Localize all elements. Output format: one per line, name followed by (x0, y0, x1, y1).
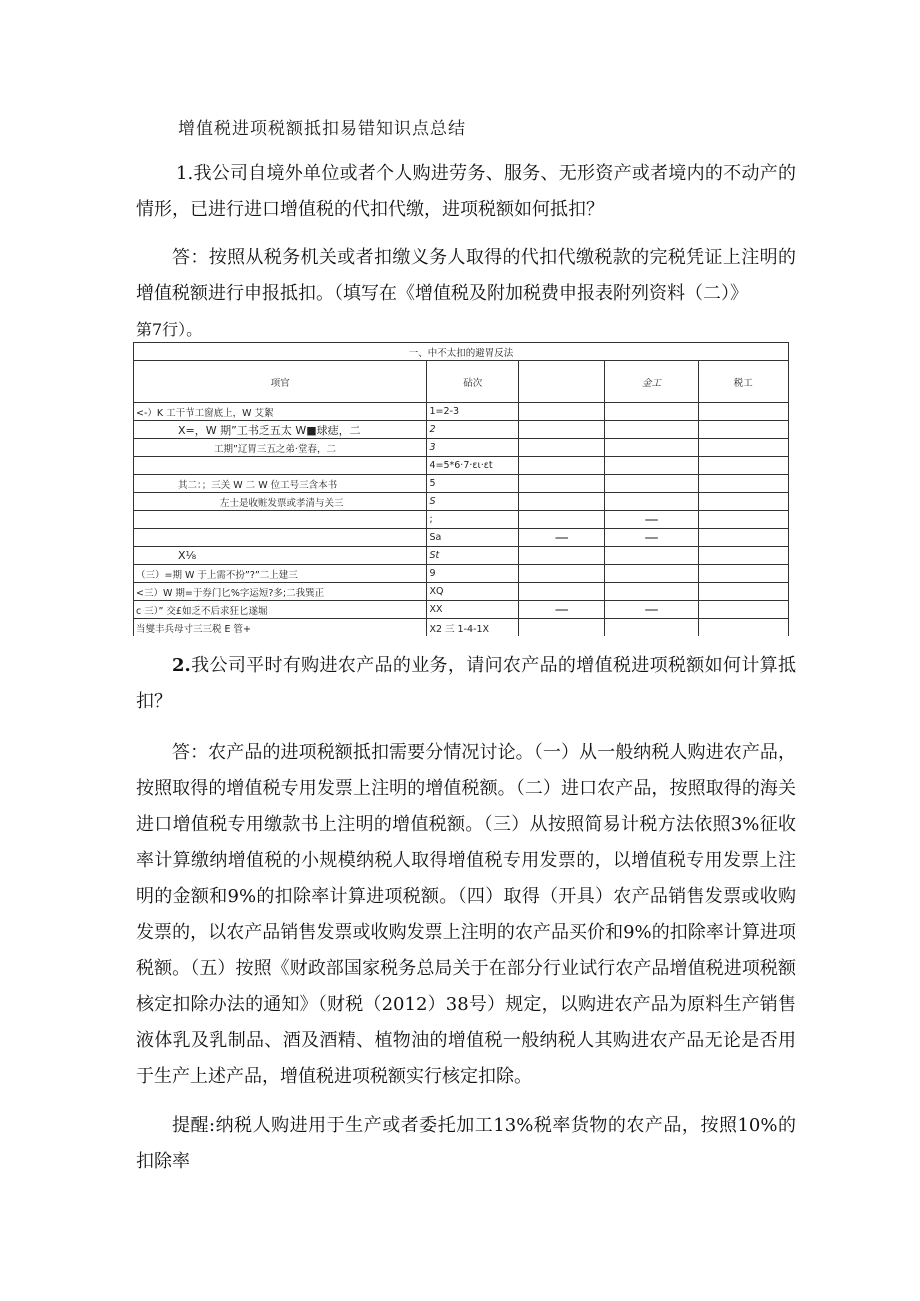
row-c4 (605, 421, 698, 439)
row-c3 (519, 619, 605, 637)
table-row (134, 511, 789, 529)
row-item: X=，W 期”工书乏五太 W■球痣，二 (134, 421, 427, 439)
row-c5 (698, 547, 788, 565)
row-line: XQ (427, 583, 519, 601)
row-c4: — (605, 511, 698, 529)
row-c4: — (605, 529, 698, 547)
row-c3 (519, 565, 605, 583)
row-c3 (519, 493, 605, 511)
row-c3: — (519, 601, 605, 619)
row-item: 其二：；三关 W 二 W 位工号三含本书 (134, 475, 427, 493)
answer-1: 答：按照从税务机关或者扣缴义务人取得的代扣代缴税款的完税凭证上注明的增值税额进行申报抵扣。（填写在《增值税及附加税费申报表附列资料（二）》 (136, 247, 796, 304)
header-blank (519, 361, 605, 403)
header-tax: 税工 (698, 361, 788, 403)
table-row (134, 565, 789, 583)
row-c4 (605, 457, 698, 475)
row-line: 2 (427, 421, 519, 439)
row-c4 (605, 547, 698, 565)
row-item: <三）W 期=于券门匕%字运短?多;二我巽正 (134, 583, 427, 601)
row-c5 (698, 457, 788, 475)
row-c4 (605, 619, 698, 637)
row-c4 (605, 565, 698, 583)
table-row (134, 619, 789, 637)
tax-form-table (133, 342, 789, 636)
question-1: 1.我公司自境外单位或者个人购进劳务、服务、无形资产或者境内的不动产的情形，已进行进口增值税的代扣代缴，进项税额如何抵扣？ (136, 163, 796, 220)
row-c5 (698, 511, 788, 529)
row-c4 (605, 583, 698, 601)
row-line: 4=5*6·7·ει·εt (427, 457, 519, 475)
tip (136, 1108, 796, 1180)
row-c3 (519, 547, 605, 565)
row-c4 (605, 439, 698, 457)
row-c5 (698, 403, 788, 421)
table-header-row (134, 361, 789, 403)
row-line: 9 (427, 565, 519, 583)
table-row (134, 475, 789, 493)
row-c3 (519, 583, 605, 601)
row-item: 左士是收赃发票或孝清与关三 (134, 493, 427, 511)
row-line: St (427, 547, 519, 565)
question-2 (136, 648, 796, 720)
row-c3 (519, 421, 605, 439)
row-c5 (698, 475, 788, 493)
tip-text: 纳税人购进用于生产或者委托加工13%税率货物的农产品，按照10%的扣除率 (136, 1115, 796, 1172)
row-item: 工期”辽胃三五之弟·堂春，二 (134, 439, 427, 457)
document-title: 增值税进项税额抵扣易错知识点总结 (178, 119, 466, 139)
question-2-text: 我公司平时有购进农产品的业务，请问农产品的增值税进项税额如何计算抵扣？ (136, 655, 796, 712)
header-line: 砧次 (427, 361, 519, 403)
table-row (134, 547, 789, 565)
row-item: 当燮丰兵母寸三三税 E 管+ (134, 619, 427, 637)
row-c5 (698, 619, 788, 637)
row-c5 (698, 565, 788, 583)
row-item (134, 529, 427, 547)
header-item: 项官 (134, 361, 427, 403)
row-item (134, 457, 427, 475)
row-c3 (519, 475, 605, 493)
table-row (134, 529, 789, 547)
answer-1-tail: 第7行）。 (136, 320, 203, 339)
row-c3 (519, 511, 605, 529)
table-row (134, 583, 789, 601)
row-c5 (698, 439, 788, 457)
row-item: （三）=期 W 于上需不扮”?”二上建三 (134, 565, 427, 583)
table-row (134, 601, 789, 619)
table-row (134, 421, 789, 439)
question-2-number: 2. (172, 655, 191, 676)
table-row (134, 457, 789, 475)
table-caption-row (134, 343, 789, 361)
row-item: c 三）” 交£如乏不后求狂匕遂堀 (134, 601, 427, 619)
header-amount: 金工 (605, 361, 698, 403)
table-row (134, 493, 789, 511)
row-c5 (698, 493, 788, 511)
row-item (134, 511, 427, 529)
row-line: 3 (427, 439, 519, 457)
table-row (134, 439, 789, 457)
table-row (134, 403, 789, 421)
row-c5 (698, 601, 788, 619)
row-c4: — (605, 601, 698, 619)
row-line: 1=2-3 (427, 403, 519, 421)
row-c4 (605, 493, 698, 511)
row-line: 5 (427, 475, 519, 493)
table-caption: 一、中不太扣的避胃反法 (134, 343, 789, 361)
row-c3 (519, 403, 605, 421)
row-c4 (605, 403, 698, 421)
tip-label: 提醒: (172, 1115, 216, 1136)
row-line: ; (427, 511, 519, 529)
row-c5 (698, 583, 788, 601)
row-line: Sa (427, 529, 519, 547)
row-line: S (427, 493, 519, 511)
row-c3 (519, 439, 605, 457)
answer-2: 答：农产品的进项税额抵扣需要分情况讨论。（一）从一般纳税人购进农产品，按照取得的增值税专用发票上注明的增值税额。（二）进口农产品，按照取得的海关进口增值税专用缴款书上注明的增值税额。（三）从按照简易计税方法依照3%征收率计算缴纳增值税的小规模纳税人取得增值税专用发票的，以增值税专用发票上注明的金额和9%的扣除率计算进项税额。（四）取得（开具）农产品销售发票或收购发票的，以农产品销售发票或收购发票上注明的农产品买价和9%的扣除率计算进项税额。（五）按照《财政部国家税务总局关于在部分行业试行农产品增值税进项税额核定扣除办法的通知》（财税（2012）38号）规定，以购进农产品为原料生产销售液体乳及乳制品、酒及酒精、植物油的增值税一般纳税人其购进农产品无论是否用于生产上述产品，增值税进项税额实行核定扣除。 (136, 742, 796, 1087)
row-c5 (698, 421, 788, 439)
row-line: X2 三 1-4-1X (427, 619, 519, 637)
row-c3 (519, 457, 605, 475)
row-c5 (698, 529, 788, 547)
row-c4 (605, 475, 698, 493)
row-c3: — (519, 529, 605, 547)
row-item: <-）K 工干节工窗底上，W 艾絮 (134, 403, 427, 421)
row-item: X⅛ (134, 547, 427, 565)
row-line: XX (427, 601, 519, 619)
